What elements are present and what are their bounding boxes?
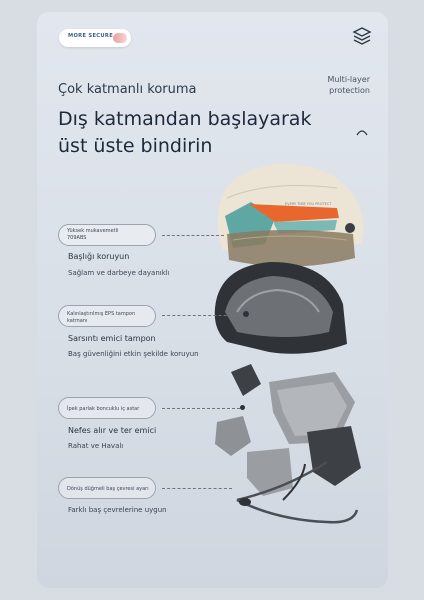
helmet-shell — [218, 164, 364, 267]
badge-label: MORE SECURE — [68, 33, 114, 39]
feature-title: Başlığı koruyun — [68, 252, 130, 261]
leader-dot — [240, 405, 245, 410]
feature-detail: Baş güvenliğini etkin şekilde koruyun — [68, 350, 199, 358]
inner-liner — [215, 364, 361, 496]
leader-line — [162, 408, 240, 409]
feature-detail: Farklı baş çevrelerine uygun — [68, 506, 167, 514]
callout-pill-adjuster — [58, 477, 156, 499]
right-label-line1: Multi-layer — [327, 75, 370, 84]
eps-layer — [215, 262, 347, 354]
title-line2: üst üste bindirin — [58, 135, 213, 157]
product-card — [37, 12, 388, 588]
pill-line1: İpek parlak boncuklu iç astar — [67, 406, 140, 412]
leader-line — [162, 488, 232, 489]
callout-pill-abs — [58, 224, 156, 246]
pill-line2: katmanı — [67, 317, 88, 324]
feature-title: Nefes alır ve ter emici — [68, 426, 157, 435]
feature-title: Sarsıntı emici tampon — [68, 334, 156, 343]
title-line1: Dış katmandan başlayarak — [58, 108, 312, 130]
pill-line1: Yüksek mukavemetli — [67, 228, 119, 234]
subtitle: Çok katmanlı koruma — [58, 82, 197, 97]
helmet-exploded-illustration — [37, 12, 388, 588]
pill-line1: Dönüş düğmeli baş çevresi ayarı — [67, 486, 149, 492]
feature-detail: Rahat ve Havalı — [68, 442, 124, 450]
helmet-print-text: EVERY TIME YOU PROTECT — [285, 202, 332, 206]
leader-line — [162, 315, 242, 316]
callout-pill-liner — [58, 397, 156, 419]
callout-pill-eps — [58, 305, 156, 327]
right-label-line2: protection — [329, 86, 370, 95]
leader-line — [162, 235, 224, 236]
feature-detail: Sağlam ve darbeye dayanıklı — [68, 269, 170, 277]
pill-line1: Kalınlaştırılmış EPS tampon — [67, 311, 136, 317]
pill-line2: 709ABS — [67, 234, 87, 241]
